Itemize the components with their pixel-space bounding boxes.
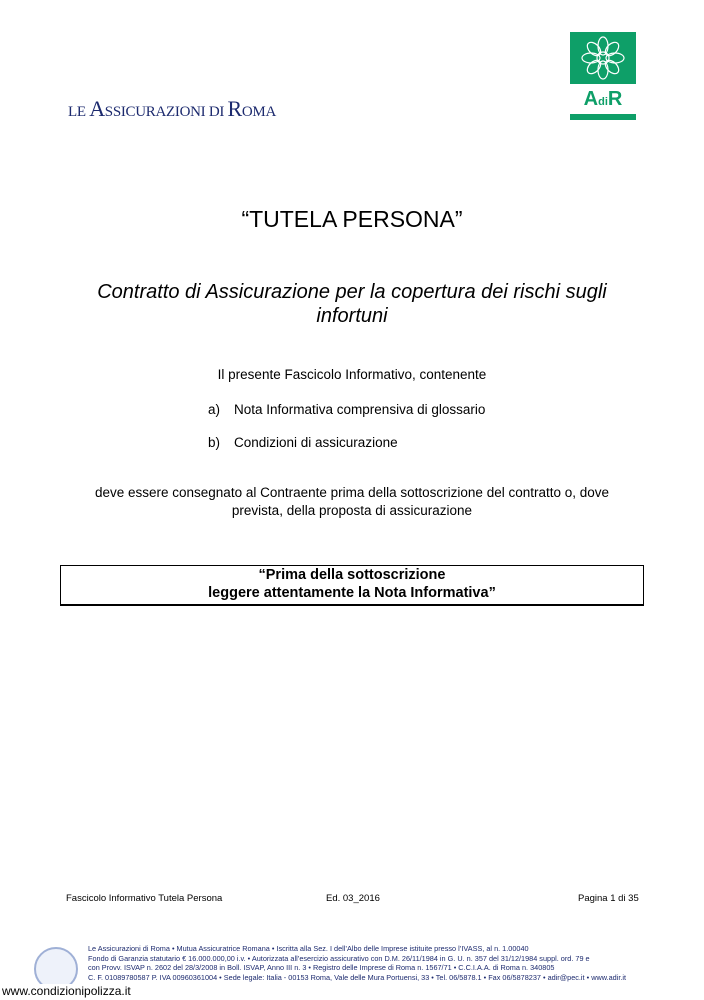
company-name-logo: LE ASSICURAZIONI DI ROMA [68, 96, 276, 121]
list-text: Condizioni di assicurazione [234, 435, 398, 450]
document-title: “TUTELA PERSONA” [241, 206, 463, 232]
footer-page-number: Pagina 1 di 35 [578, 893, 639, 904]
list-text: Nota Informativa comprensiva di glossario [234, 402, 486, 417]
legal-notice [88, 944, 682, 982]
logo-bar [570, 114, 636, 120]
flower-emblem-icon [570, 32, 636, 84]
list-item [208, 402, 485, 417]
legal-line: Fondo di Garanzia statutario € 16.000.000,00 i.v. • Autorizzata all’esercizio assicurativo con D.M. 26/11/1984 in G. U. n. 357 del 31/12/1984 suppl. ord. 79 e [88, 953, 590, 963]
legal-line: C. F. 01089780587 P. IVA 00960361004 • Sede legale: Italia - 00153 Roma, Vale delle Mura Portuensi, 33 • Tel. 06/5878.1 • Fax 06/5878237 • adir@pec.it • www.adir.it [88, 972, 627, 982]
notice-box [60, 565, 644, 606]
document-subtitle: Contratto di Assicurazione per la copertura dei rischi sugli infortuni [97, 281, 607, 327]
intro-text: Il presente Fascicolo Informativo, contenente [217, 367, 487, 382]
footer-document-name: Fascicolo Informativo Tutela Persona [66, 893, 223, 904]
adir-logo [570, 32, 636, 120]
closing-text [40, 484, 664, 520]
list-marker: a) [208, 402, 221, 417]
list-item [208, 435, 398, 450]
closing-line: prevista, della proposta di assicurazione [231, 503, 473, 518]
footer-edition: Ed. 03_2016 [326, 893, 380, 904]
notice-line: leggere attentamente la Nota Informativa” [208, 585, 496, 601]
closing-line: deve essere consegnato al Contraente prima della sottoscrizione del contratto o, dove [94, 485, 610, 500]
legal-line: Le Assicurazioni di Roma • Mutua Assicuratrice Romana • Iscritta alla Sez. I dell’Albo delle Imprese istituite presso l’IVASS, al n. 1.00040 [88, 944, 529, 953]
logo-wordmark: AdiR [570, 84, 636, 114]
website-watermark: www.condizionipolizza.it [2, 984, 131, 998]
legal-line: con Provv. ISVAP n. 2602 del 28/3/2008 in Boll. ISVAP, Anno III n. 3 • Registro delle Imprese di Roma n. 1567/71 • C.C.I.A.A. di Roma n. 340805 [88, 963, 555, 973]
list-marker: b) [208, 435, 221, 450]
notice-line: “Prima della sottoscrizione [258, 567, 446, 583]
